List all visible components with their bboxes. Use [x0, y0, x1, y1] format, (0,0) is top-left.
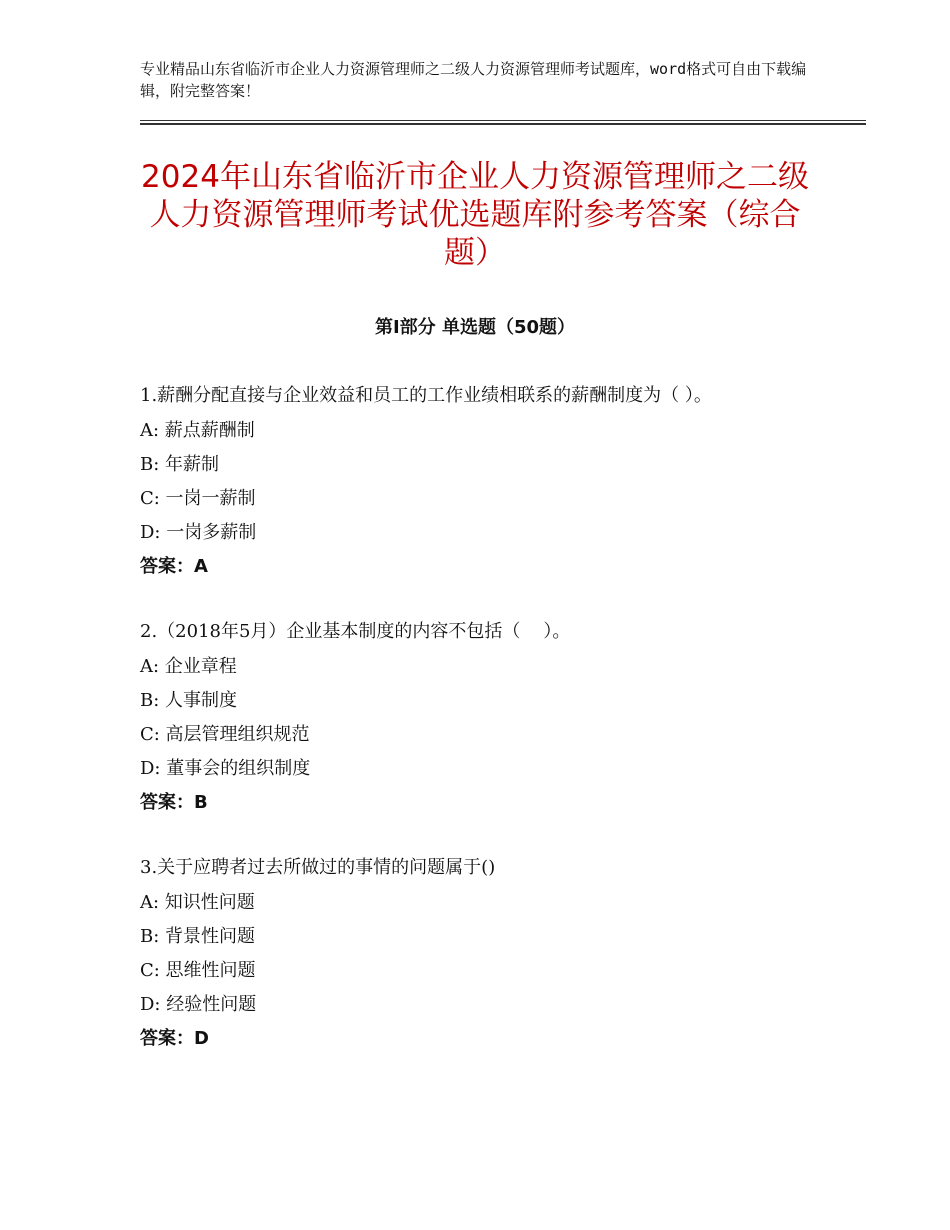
option-c: C: 思维性问题: [140, 960, 256, 981]
option-c: C: 高层管理组织规范: [140, 724, 310, 745]
header-divider: [140, 120, 866, 125]
header-divider-thick-line: [140, 123, 866, 125]
option-a: A: 知识性问题: [140, 892, 255, 913]
option-c: C: 一岗一薪制: [140, 488, 256, 509]
option-b: B: 人事制度: [140, 690, 238, 711]
question-2: [140, 616, 830, 820]
option-b: B: 背景性问题: [140, 926, 256, 947]
option-b: B: 年薪制: [140, 454, 220, 475]
answer-line: 答案：A: [140, 556, 208, 577]
question-stem: 2.（2018年5月）企业基本制度的内容不包括（ ）。: [140, 621, 571, 642]
question-stem: 1.薪酬分配直接与企业效益和员工的工作业绩相联系的薪酬制度为（ ）。: [140, 385, 712, 406]
document-title: 2024年山东省临沂市企业人力资源管理师之二级人力资源管理师考试优选题库附参考答案（综合题）: [141, 159, 809, 271]
answer-line: 答案：D: [140, 1028, 209, 1049]
question-1: [140, 380, 830, 584]
section-title: 第Ⅰ部分 单选题（50题）: [374, 317, 575, 338]
header-note: 专业精品山东省临沂市企业人力资源管理师之二级人力资源管理师考试题库，word格式可自由下载编辑，附完整答案！: [140, 60, 807, 100]
option-d: D: 董事会的组织制度: [140, 758, 311, 779]
question-stem: 3.关于应聘者过去所做过的事情的问题属于(): [140, 857, 496, 878]
answer-line: 答案：B: [140, 792, 208, 813]
header-divider-thin-line: [140, 120, 866, 121]
option-d: D: 一岗多薪制: [140, 522, 257, 543]
option-a: A: 企业章程: [140, 656, 237, 677]
question-list: [140, 380, 830, 1088]
option-d: D: 经验性问题: [140, 994, 257, 1015]
question-3: [140, 852, 830, 1056]
option-a: A: 薪点薪酬制: [140, 420, 255, 441]
